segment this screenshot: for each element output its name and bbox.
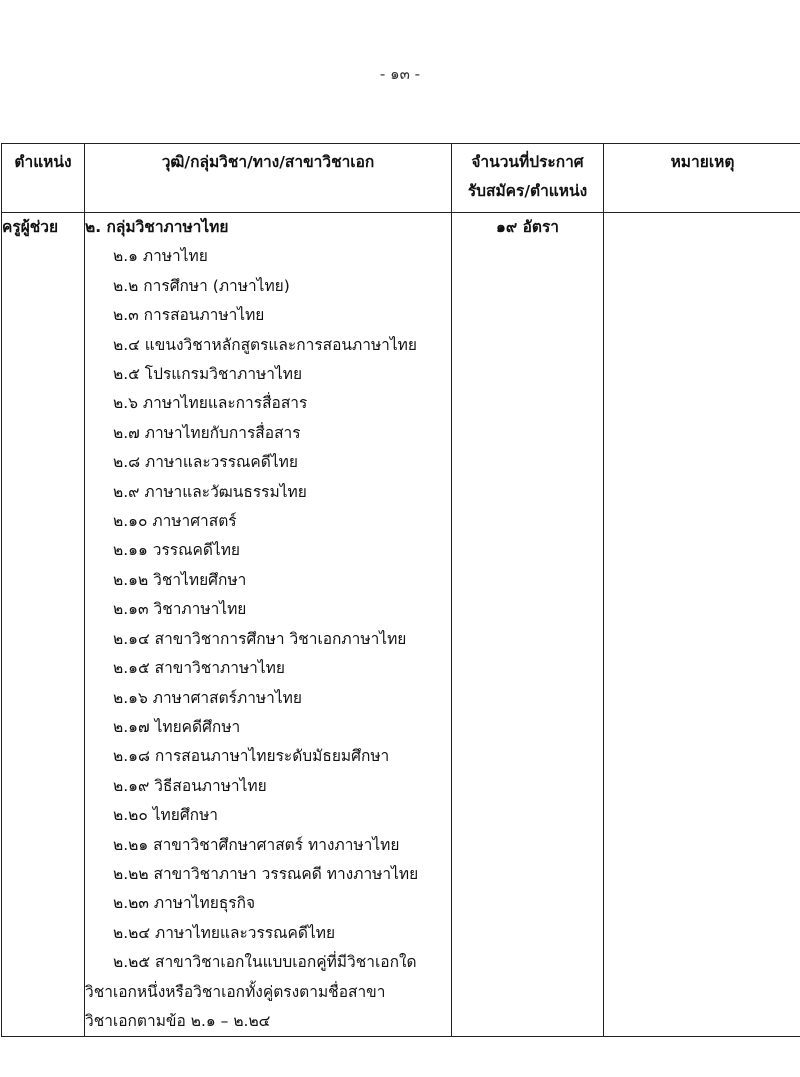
qualification-table [1, 143, 800, 1037]
list-item: ๒.๒๑ สาขาวิชาศึกษาศาสตร์ ทางภาษาไทย [113, 835, 400, 854]
list-item: ๒.๑๗ ไทยคดีศึกษา [113, 717, 241, 736]
note-line-1: ๒.๒๕ สาขาวิชาเอกในแบบเอกคู่ที่มีวิชาเอกใด [113, 953, 417, 972]
list-item: ๒.๑ ภาษาไทย [113, 247, 208, 266]
list-item: ๒.๒๓ ภาษาไทยธุรกิจ [113, 894, 256, 913]
list-item: ๒.๑๒ วิชาไทยศึกษา [113, 570, 247, 589]
header-remark: หมายเหตุ [604, 144, 800, 213]
remark-cell [604, 213, 800, 1037]
list-item: ๒.๒๒ สาขาวิชาภาษา วรรณคดี ทางภาษาไทย [113, 864, 419, 883]
count-cell: ๑๙ อัตรา [452, 213, 604, 1037]
note-line-3: วิชาเอกตามข้อ ๒.๑ – ๒.๒๔ [85, 1011, 271, 1030]
list-item: ๒.๒๔ ภาษาไทยและวรรณคดีไทย [113, 923, 336, 942]
qualification-cell [85, 213, 452, 1037]
list-item: ๒.๑๐ ภาษาศาสตร์ [113, 512, 237, 531]
list-item: ๒.๗ ภาษาไทยกับการสื่อสาร [113, 423, 301, 442]
table-row [2, 213, 800, 1037]
header-count-line1: จำนวนที่ประกาศ [471, 153, 584, 171]
list-item: ๒.๒ การศึกษา (ภาษาไทย) [113, 276, 290, 295]
list-item: ๒.๑๕ สาขาวิชาภาษาไทย [113, 659, 285, 678]
list-item: ๒.๑๔ สาขาวิชาการศึกษา วิชาเอกภาษาไทย [113, 629, 407, 648]
list-item: ๒.๑๑ วรรณคดีไทย [113, 541, 241, 560]
header-qualification: วุฒิ/กลุ่มวิชา/ทาง/สาขาวิชาเอก [85, 144, 452, 213]
group-title: ๒. กลุ่มวิชาภาษาไทย [85, 218, 229, 236]
table-header-row [2, 144, 800, 213]
list-item: ๒.๔ แขนงวิชาหลักสูตรและการสอนภาษาไทย [113, 335, 417, 354]
list-item: ๒.๑๖ ภาษาศาสตร์ภาษาไทย [113, 688, 302, 707]
list-item: ๒.๘ ภาษาและวรรณคดีไทย [113, 453, 298, 472]
list-item: ๒.๒๐ ไทยศึกษา [113, 806, 218, 825]
header-position: ตำแหน่ง [2, 144, 85, 213]
note-line-2: วิชาเอกหนึ่งหรือวิชาเอกทั้งคู่ตรงตามชื่อสาขา [85, 982, 386, 1001]
list-item: ๒.๙ ภาษาและวัฒนธรรมไทย [113, 482, 307, 501]
list-item: ๒.๑๙ วิธีสอนภาษาไทย [113, 776, 267, 795]
list-item: ๒.๓ การสอนภาษาไทย [113, 306, 265, 325]
header-count [452, 144, 604, 213]
list-item: ๒.๕ โปรแกรมวิชาภาษาไทย [113, 365, 303, 384]
list-item: ๒.๖ ภาษาไทยและการสื่อสาร [113, 394, 308, 413]
position-cell: ครูผู้ช่วย [2, 213, 85, 1037]
list-item: ๒.๑๓ วิชาภาษาไทย [113, 600, 247, 619]
list-item: ๒.๑๘ การสอนภาษาไทยระดับมัธยมศึกษา [113, 747, 390, 766]
page-number: - ๑๓ - [379, 65, 421, 83]
header-count-line2: รับสมัคร/ตำแหน่ง [467, 182, 588, 200]
